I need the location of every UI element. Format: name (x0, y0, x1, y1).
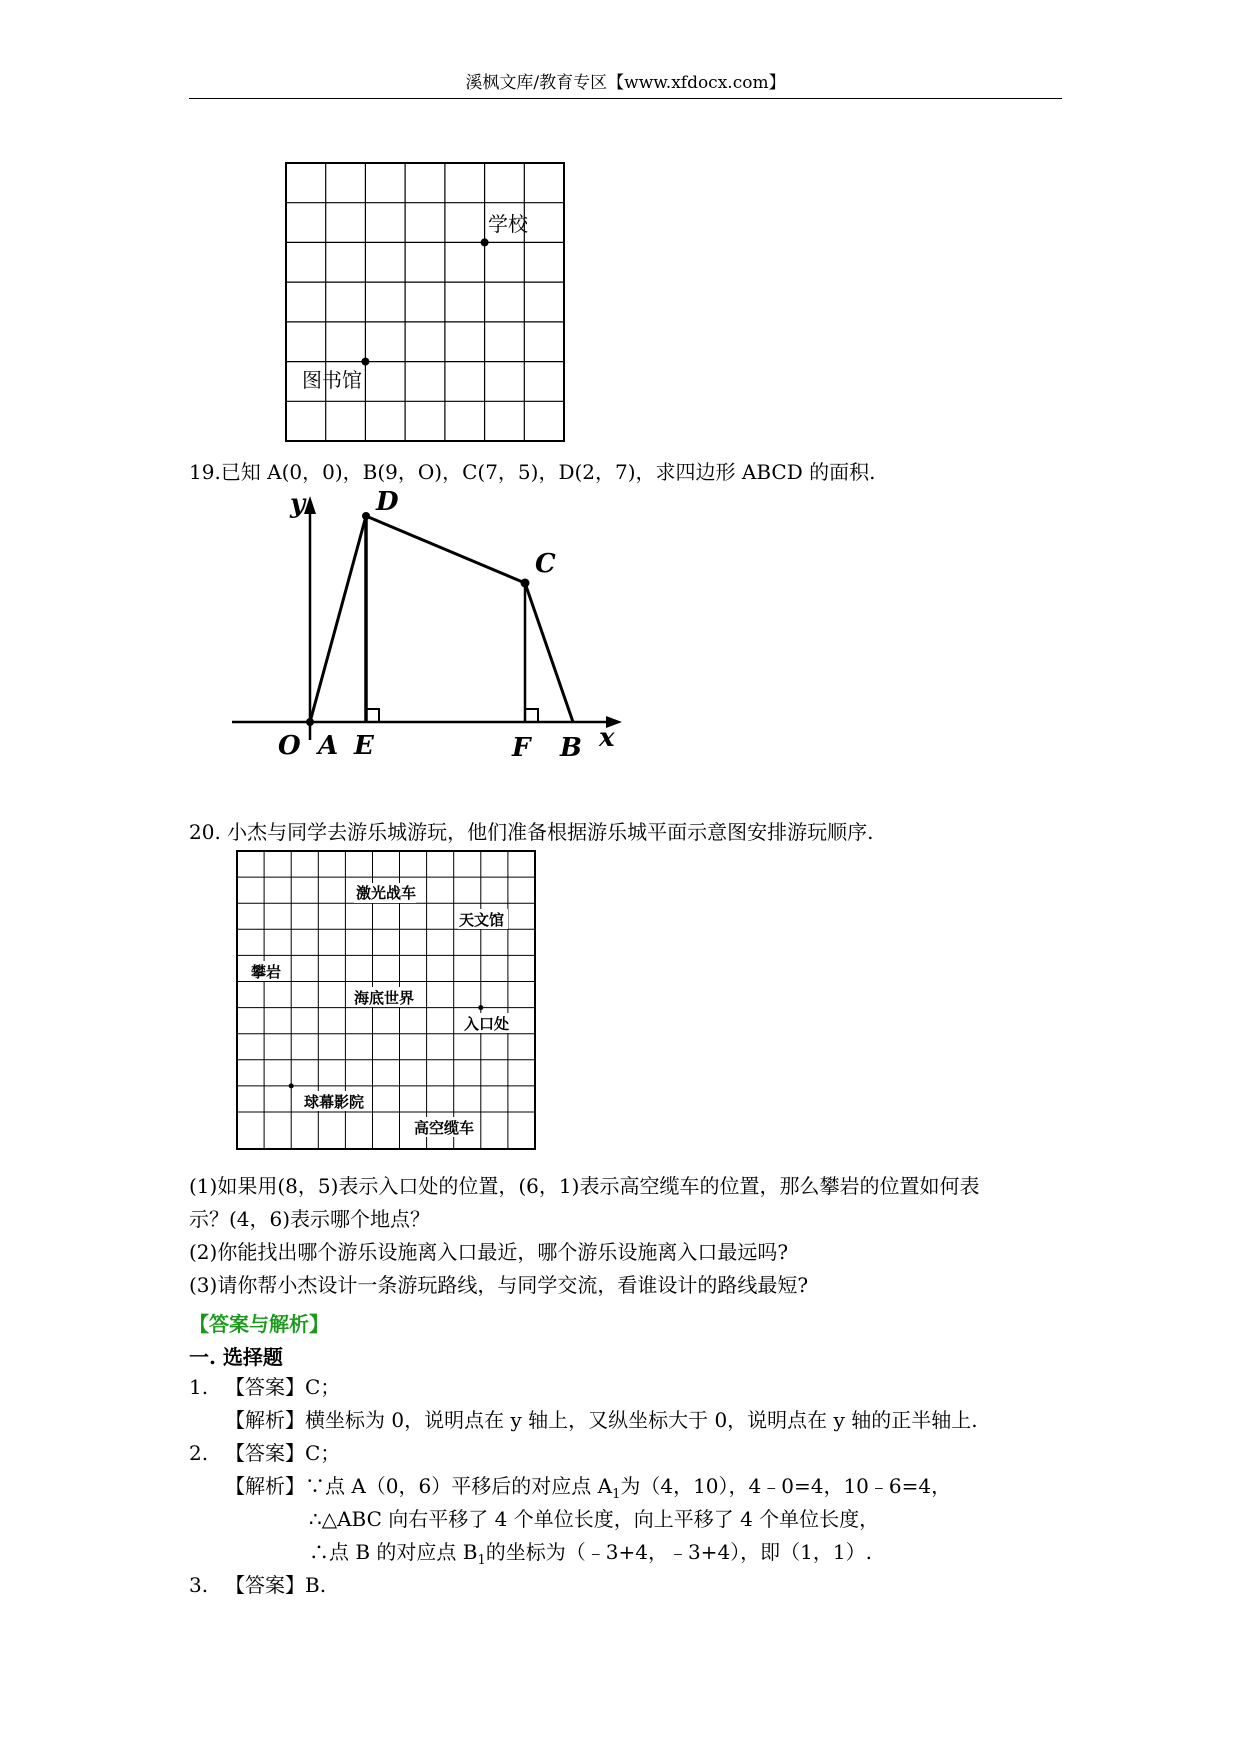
q20-sub2: (2)你能找出哪个游乐设施离入口最近，哪个游乐设施离入口最远吗? (189, 1240, 789, 1264)
explanation-2-line3-suffix: 的坐标为（﹣3+4，﹣3+4），即（1，1）. (485, 1540, 872, 1564)
explanation-2-prefix: 【解析】∵点 A（0，6）平移后的对应点 A (225, 1474, 613, 1498)
y-axis-arrow (304, 496, 316, 514)
question-20: 20. 小杰与同学去游乐城游玩，他们准备根据游乐城平面示意图安排游玩顺序. (189, 820, 874, 844)
right-angle-e (366, 709, 379, 722)
answer-2: 【答案】C； (225, 1441, 341, 1465)
subscript-1b: 1 (477, 1553, 486, 1568)
label-d: D (376, 490, 399, 517)
explanation-1: 【解析】横坐标为 0，说明点在 y 轴上，又纵坐标大于 0，说明点在 y 轴的正半轴上. (225, 1408, 978, 1432)
explanation-2-suffix: 为（4，10），4﹣0=4，10﹣6=4， (620, 1474, 952, 1498)
point-d (362, 512, 370, 520)
school-label: 学校 (488, 212, 528, 236)
label-f: F (512, 733, 531, 763)
ocean-world-label: 海底世界 (354, 989, 415, 1007)
library-point (361, 358, 369, 366)
right-angle-f (525, 709, 538, 722)
answer-3-number: 3. (189, 1573, 209, 1597)
entrance-label: 入口处 (464, 1015, 510, 1033)
subscript-1: 1 (612, 1487, 621, 1502)
q20-sub1-line1: (1)如果用(8，5)表示入口处的位置，(6，1)表示高空缆车的位置，那么攀岩的位置如何表 (189, 1174, 980, 1198)
answer-1-number: 1. (189, 1375, 209, 1399)
section-title: 一. 选择题 (189, 1345, 283, 1369)
observatory-label: 天文馆 (459, 911, 505, 929)
point-a (306, 718, 314, 726)
dome-cinema-label: 球幕影院 (304, 1093, 365, 1111)
answers-title: 【答案与解析】 (189, 1312, 329, 1336)
quadrilateral-abcd (310, 516, 573, 722)
amusement-park-map (236, 850, 538, 1152)
school-point (481, 238, 489, 246)
grid-map-figure (284, 161, 570, 447)
label-o: O (278, 731, 301, 761)
cable-car-label: 高空缆车 (414, 1119, 475, 1137)
q20-sub3: (3)请你帮小杰设计一条游玩路线，与同学交流，看谁设计的路线最短? (189, 1273, 809, 1297)
point-c (521, 579, 530, 588)
answer-1: 【答案】C； (225, 1375, 341, 1399)
explanation-2-line3-prefix: ∴点 B 的对应点 B (309, 1540, 478, 1564)
label-x: x (599, 723, 615, 753)
quadrilateral-figure (228, 490, 628, 770)
header-text: 溪枫文库/教育专区【www.xfdocx.com】 (465, 73, 786, 93)
explanation-2-line2: ∴△ABC 向右平移了 4 个单位长度，向上平移了 4 个单位长度， (309, 1507, 880, 1531)
entrance-point (478, 1005, 483, 1010)
label-a: A (318, 731, 339, 761)
answer-3: 【答案】B. (225, 1573, 327, 1597)
label-b: B (560, 733, 582, 763)
explanation-2-line1 (225, 1472, 951, 1509)
page-header (189, 72, 1062, 99)
grid-lines (286, 163, 564, 441)
library-label: 图书馆 (302, 368, 362, 392)
label-e: E (354, 731, 374, 761)
q20-sub1-line2: 示？(4，6)表示哪个地点？ (189, 1207, 431, 1231)
laser-tank-label: 激光战车 (356, 884, 417, 902)
answer-2-number: 2. (189, 1441, 209, 1465)
label-c: C (535, 549, 556, 579)
label-y: y (290, 490, 306, 519)
question-19: 19.已知 A(0，0)，B(9，O)，C(7，5)，D(2，7)，求四边形 ABCD 的面积. (189, 460, 876, 484)
dome-cinema-point (289, 1083, 294, 1088)
rock-climbing-label: 攀岩 (251, 963, 282, 981)
explanation-2-line3 (309, 1538, 872, 1575)
